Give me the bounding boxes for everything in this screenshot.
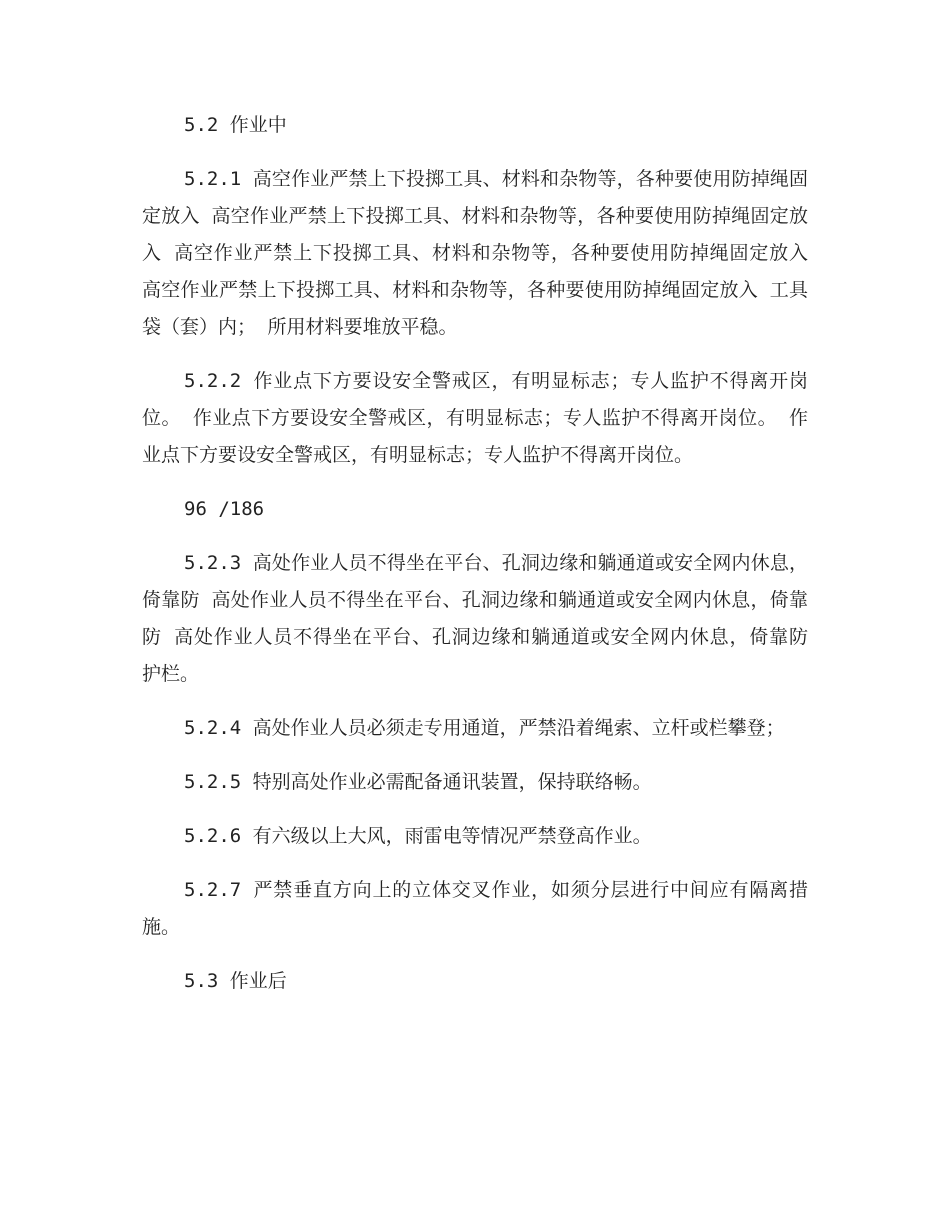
clause-5-2-1: 5.2.1 高空作业严禁上下投掷工具、材料和杂物等，各种要使用防掉绳固定放入 高空作业严禁上下投掷工具、材料和杂物等，各种要使用防掉绳固定放入 高空作业严禁上下投掷工具、材料和杂物等，各种要使用防掉绳固定放入 高空作业严禁上下投掷工具、材料和杂物等，各种要使用防掉绳固定放入 工具袋（套）内； 所用材料要堆放平稳。 <box>142 168 808 338</box>
document-body <box>142 107 808 1017</box>
clause-5-2-3: 5.2.3 高处作业人员不得坐在平台、孔洞边缘和躺通道或安全网内休息，倚靠防 高处作业人员不得坐在平台、孔洞边缘和躺通道或安全网内休息，倚靠防 高处作业人员不得坐在平台、孔洞边缘和躺通道或安全网内休息，倚靠防 护栏。 <box>142 552 808 685</box>
clause-5-2-7: 5.2.7 严禁垂直方向上的立体交叉作业，如须分层进行中间应有隔离措施。 <box>142 879 808 938</box>
section-heading-5-3: 5.3 作业后 <box>184 970 287 992</box>
clause-5-2-2: 5.2.2 作业点下方要设安全警戒区，有明显标志；专人监护不得离开岗位。 作业点下方要设安全警戒区，有明显标志；专人监护不得离开岗位。 作业点下方要设安全警戒区，有明显标志；专人监护不得离开岗位。 <box>142 370 808 466</box>
clause-5-2-6: 5.2.6 有六级以上大风，雨雷电等情况严禁登高作业。 <box>184 825 652 847</box>
section-heading-5-2: 5.2 作业中 <box>184 114 287 136</box>
page-number: 96 /186 <box>184 498 265 520</box>
clause-5-2-4: 5.2.4 高处作业人员必须走专用通道，严禁沿着绳索、立杆或栏攀登； <box>184 717 785 739</box>
clause-5-2-5: 5.2.5 特别高处作业必需配备通讯装置，保持联络畅。 <box>184 771 652 793</box>
